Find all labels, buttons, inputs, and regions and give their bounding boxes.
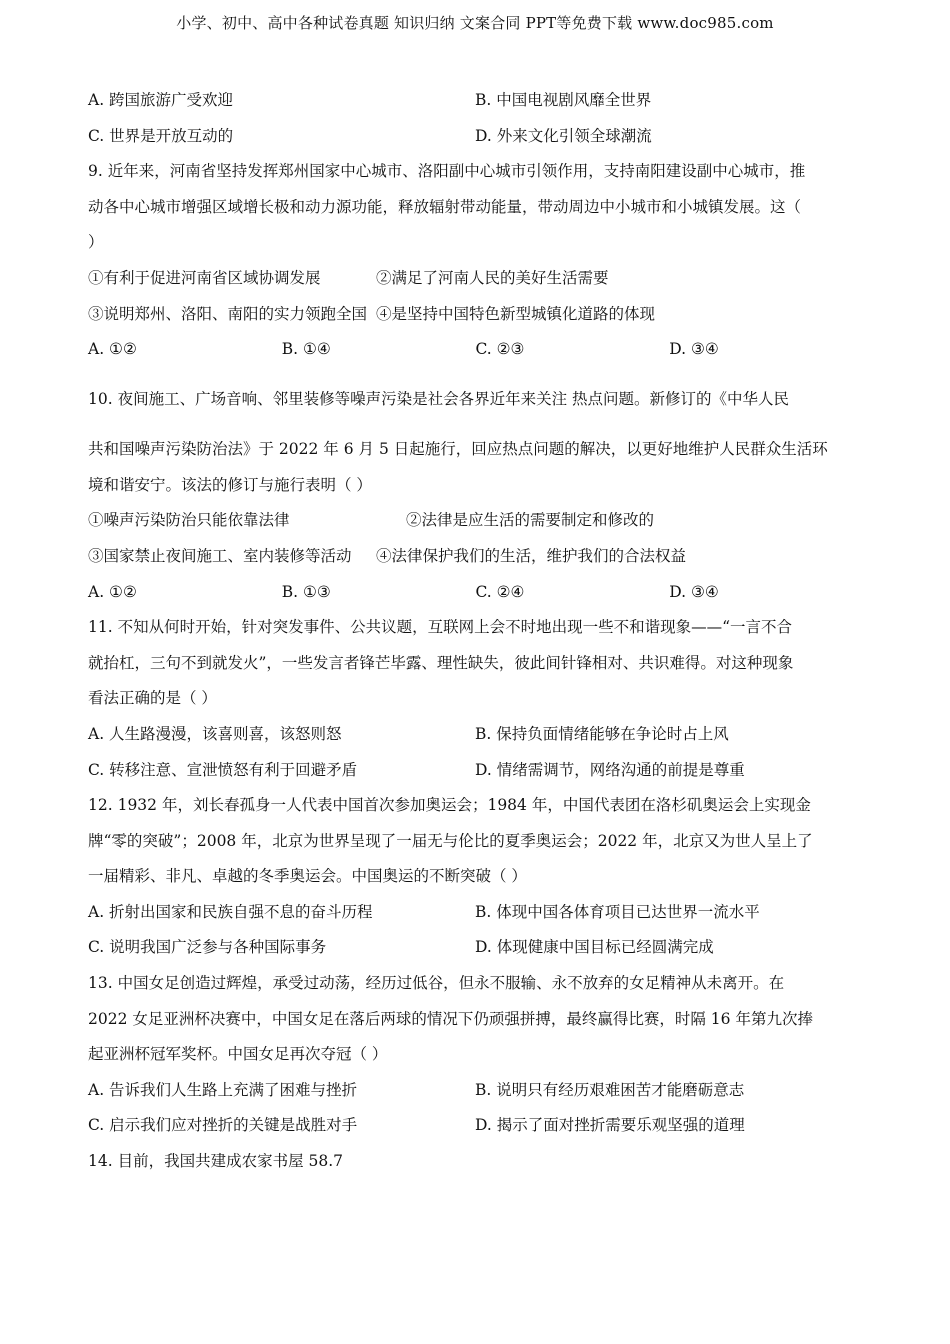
q12-options-row-2	[88, 933, 863, 969]
q13-stem-line-1: 13. 中国女足创造过辉煌，承受过动荡，经历过低谷，但永不服输、永不放弃的女足精神从未离开。在	[88, 974, 785, 993]
q10-statements-row-1	[88, 506, 863, 542]
q12-option-b: B. 体现中国各体育项目已达世界一流水平	[475, 902, 760, 921]
q8-options-row-2	[88, 122, 863, 158]
q10-statement-1: ①噪声污染防治只能依靠法律	[88, 511, 290, 530]
q12-stem-line-1: 12. 1932 年，刘长春孤身一人代表中国首次参加奥运会；1984 年，中国代表团在洛杉矶奥运会上实现金	[88, 796, 811, 815]
q10-statement-2: ②法律是应生活的需要制定和修改的	[406, 511, 655, 530]
q14-stem-line-1: 14. 目前，我国共建成农家书屋 58.7	[88, 1152, 344, 1171]
q9-stem-line-2: 动各中心城市增强区域增长极和动力源功能，释放辐射带动能量，带动周边中小城市和小城镇发展。这（	[88, 197, 802, 216]
q8-option-a: A. 跨国旅游广受欢迎	[88, 91, 234, 109]
q8-option-c: C. 世界是开放互动的	[88, 126, 234, 145]
q10-stem-line-3: 境和谐安宁。该法的修订与施行表明（ ）	[88, 475, 372, 494]
q10-statement-4: ④法律保护我们的生活，维护我们的合法权益	[376, 546, 687, 565]
exam-content	[88, 86, 863, 1183]
q11-option-b: B. 保持负面情绪能够在争论时占上风	[475, 724, 729, 743]
q13-option-c: C. 启示我们应对挫折的关键是战胜对手	[88, 1116, 358, 1135]
q9-stem-line-1: 9. 近年来，河南省坚持发挥郑州国家中心城市、洛阳副中心城市引领作用，支持南阳建设副中心城市，推	[88, 162, 806, 181]
q9-statement-3: ③说明郑州、洛阳、南阳的实力领跑全国	[88, 304, 368, 323]
q9-statements-row-1	[88, 264, 863, 300]
q13-options-row-2	[88, 1111, 863, 1147]
q10-statements-row-2	[88, 542, 863, 578]
q13-option-d: D. 揭示了面对挫折需要乐观坚强的道理	[475, 1116, 745, 1135]
q9-option-d: D. ③④	[669, 340, 719, 359]
q11-option-d: D. 情绪需调节，网络沟通的前提是尊重	[475, 760, 745, 779]
q10-statement-3: ③国家禁止夜间施工、室内装修等活动	[88, 546, 352, 565]
q9-statement-1: ①有利于促进河南省区域协调发展	[88, 268, 321, 287]
q13-option-a: A. 告诉我们人生路上充满了困难与挫折	[88, 1080, 358, 1099]
q12-stem-line-2: 牌“零的突破”；2008 年，北京为世界呈现了一届无与伦比的夏季奥运会；2022 年，北京又为世人呈上了	[88, 831, 813, 850]
q9-options	[88, 335, 863, 385]
q10-options	[88, 578, 863, 614]
q11-option-c: C. 转移注意、宣泄愤怒有利于回避矛盾	[88, 760, 358, 779]
q10-option-b: B. ①③	[281, 582, 331, 601]
q8-option-b: B. 中国电视剧风靡全世界	[475, 91, 652, 109]
q10-option-a: A. ①②	[88, 582, 137, 601]
q13-options-row-1	[88, 1076, 863, 1112]
q8-options-row-1	[88, 86, 863, 122]
q9-statements-row-2	[88, 300, 863, 336]
q12-options-row-1	[88, 898, 863, 934]
q11-stem-line-1: 11. 不知从何时开始，针对突发事件、公共议题，互联网上会不时地出现一些不和谐现象——“一言不合	[88, 618, 793, 637]
page-header: 小学、初中、高中各种试卷真题 知识归纳 文案合同 PPT等免费下载 www.doc985.com	[176, 14, 774, 32]
q10-option-c: C. ②④	[475, 582, 525, 601]
q10-stem-line-1: 10. 夜间施工、广场音响、邻里装修等噪声污染是社会各界近年来关注 热点问题。新修订的《中华人民	[88, 390, 790, 409]
q13-option-b: B. 说明只有经历艰难困苦才能磨砺意志	[475, 1080, 745, 1099]
q9-option-b: B. ①④	[281, 340, 331, 359]
q11-option-a: A. 人生路漫漫，该喜则喜，该怒则怒	[88, 724, 342, 743]
q9-option-c: C. ②③	[475, 340, 525, 359]
q11-stem-line-3: 看法正确的是（ ）	[88, 689, 217, 708]
q11-options-row-1	[88, 720, 863, 756]
q9-statement-2: ②满足了河南人民的美好生活需要	[376, 268, 609, 287]
q9-stem-line-3: ）	[88, 233, 104, 252]
q13-stem-line-3: 起亚洲杯冠军奖杯。中国女足再次夺冠（ ）	[88, 1045, 388, 1064]
q12-option-c: C. 说明我国广泛参与各种国际事务	[88, 938, 327, 957]
q13-stem-line-2: 2022 女足亚洲杯决赛中，中国女足在落后两球的情况下仍顽强拼搏，最终赢得比赛，时隔 16 年第九次捧	[88, 1009, 813, 1028]
q10-option-d: D. ③④	[669, 582, 719, 601]
q11-stem-line-2: 就抬杠，三句不到就发火”，一些发言者锋芒毕露、理性缺失，彼此间针锋相对、共识难得。对这种现象	[88, 653, 794, 672]
q11-options-row-2	[88, 756, 863, 792]
q12-option-a: A. 折射出国家和民族自强不息的奋斗历程	[88, 902, 373, 921]
q10-stem-line-2: 共和国噪声污染防治法》于 2022 年 6 月 5 日起施行，回应热点问题的解决，以更好地维护人民群众生活环	[88, 440, 828, 459]
q12-stem-line-3: 一届精彩、非凡、卓越的冬季奥运会。中国奥运的不断突破（ ）	[88, 867, 527, 886]
q8-option-d: D. 外来文化引领全球潮流	[475, 126, 652, 145]
q9-option-a: A. ①②	[88, 340, 137, 359]
q12-option-d: D. 体现健康中国目标已经圆满完成	[475, 938, 714, 957]
q9-statement-4: ④是坚持中国特色新型城镇化道路的体现	[376, 304, 656, 323]
